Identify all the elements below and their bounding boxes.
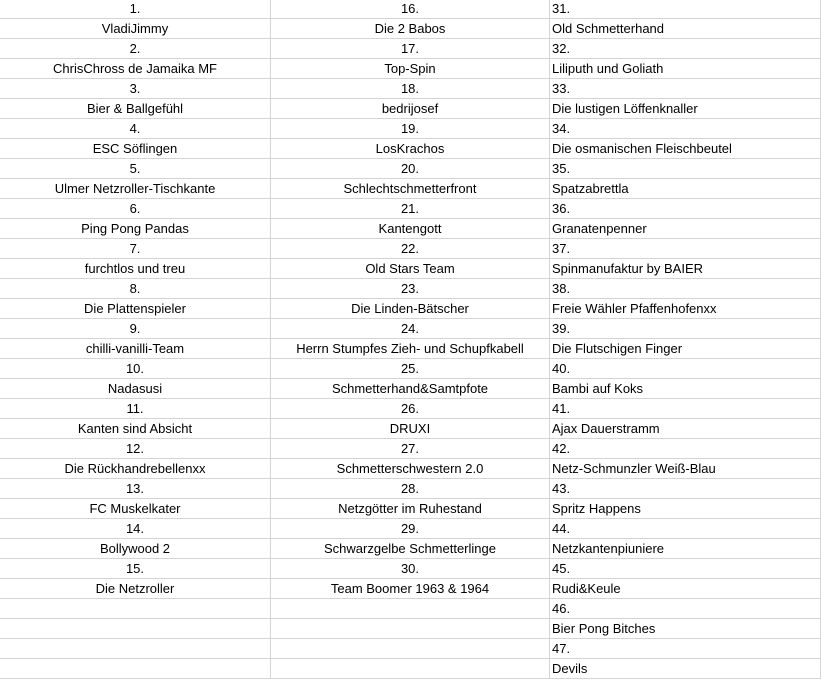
spreadsheet-cell[interactable]: DRUXI bbox=[271, 419, 550, 439]
spreadsheet-cell[interactable]: FC Muskelkater bbox=[0, 499, 271, 519]
spreadsheet-cell[interactable]: Kantengott bbox=[271, 219, 550, 239]
spreadsheet-cell[interactable]: Kanten sind Absicht bbox=[0, 419, 271, 439]
spreadsheet-cell[interactable]: 24. bbox=[271, 319, 550, 339]
spreadsheet-cell[interactable]: 21. bbox=[271, 199, 550, 219]
spreadsheet-cell[interactable]: 8. bbox=[0, 279, 271, 299]
spreadsheet-cell[interactable]: Old Stars Team bbox=[271, 259, 550, 279]
spreadsheet-cell[interactable]: 18. bbox=[271, 79, 550, 99]
spreadsheet-cell[interactable]: 34. bbox=[550, 119, 821, 139]
spreadsheet-cell[interactable]: Netzgötter im Ruhestand bbox=[271, 499, 550, 519]
spreadsheet-cell[interactable]: Bambi auf Koks bbox=[550, 379, 821, 399]
spreadsheet-cell[interactable]: Netzkantenpiuniere bbox=[550, 539, 821, 559]
spreadsheet-cell[interactable]: VladiJimmy bbox=[0, 19, 271, 39]
spreadsheet-cell[interactable]: Spritz Happens bbox=[550, 499, 821, 519]
spreadsheet-cell[interactable]: 40. bbox=[550, 359, 821, 379]
spreadsheet-cell[interactable]: 42. bbox=[550, 439, 821, 459]
spreadsheet-cell[interactable]: 25. bbox=[271, 359, 550, 379]
spreadsheet-cell[interactable]: Spinmanufaktur by BAIER bbox=[550, 259, 821, 279]
spreadsheet-cell[interactable]: Old Schmetterhand bbox=[550, 19, 821, 39]
spreadsheet-cell[interactable]: 33. bbox=[550, 79, 821, 99]
spreadsheet-cell[interactable]: 35. bbox=[550, 159, 821, 179]
spreadsheet-cell[interactable]: Schmetterschwestern 2.0 bbox=[271, 459, 550, 479]
spreadsheet-cell[interactable]: Team Boomer 1963 & 1964 bbox=[271, 579, 550, 599]
spreadsheet-cell[interactable]: Die Linden-Bätscher bbox=[271, 299, 550, 319]
spreadsheet-cell[interactable]: Nadasusi bbox=[0, 379, 271, 399]
spreadsheet-cell[interactable]: Die Netzroller bbox=[0, 579, 271, 599]
spreadsheet-cell[interactable]: Die Rückhandrebellenxx bbox=[0, 459, 271, 479]
spreadsheet-cell[interactable]: Die osmanischen Fleischbeutel bbox=[550, 139, 821, 159]
spreadsheet-cell[interactable]: Rudi&Keule bbox=[550, 579, 821, 599]
spreadsheet-cell[interactable] bbox=[271, 659, 550, 679]
spreadsheet-cell[interactable]: 4. bbox=[0, 119, 271, 139]
spreadsheet-cell[interactable] bbox=[0, 599, 271, 619]
spreadsheet-cell[interactable]: furchtlos und treu bbox=[0, 259, 271, 279]
spreadsheet-cell[interactable]: 3. bbox=[0, 79, 271, 99]
spreadsheet-cell[interactable]: 28. bbox=[271, 479, 550, 499]
spreadsheet-cell[interactable]: Bier Pong Bitches bbox=[550, 619, 821, 639]
spreadsheet-cell[interactable]: ESC Söflingen bbox=[0, 139, 271, 159]
spreadsheet-cell[interactable] bbox=[0, 659, 271, 679]
spreadsheet-cell[interactable]: 45. bbox=[550, 559, 821, 579]
spreadsheet-cell[interactable]: 36. bbox=[550, 199, 821, 219]
spreadsheet-cell[interactable]: 31. bbox=[550, 0, 821, 19]
spreadsheet-cell[interactable]: 1. bbox=[0, 0, 271, 19]
spreadsheet-cell[interactable]: 41. bbox=[550, 399, 821, 419]
spreadsheet-cell[interactable]: Bier & Ballgefühl bbox=[0, 99, 271, 119]
spreadsheet-cell[interactable]: 44. bbox=[550, 519, 821, 539]
spreadsheet-cell[interactable]: 10. bbox=[0, 359, 271, 379]
spreadsheet-cell[interactable]: Bollywood 2 bbox=[0, 539, 271, 559]
spreadsheet-cell[interactable]: 22. bbox=[271, 239, 550, 259]
spreadsheet-cell[interactable]: 13. bbox=[0, 479, 271, 499]
spreadsheet-cell[interactable]: 20. bbox=[271, 159, 550, 179]
spreadsheet-cell[interactable]: Schmetterhand&Samtpfote bbox=[271, 379, 550, 399]
spreadsheet-cell[interactable]: Netz-Schmunzler Weiß-Blau bbox=[550, 459, 821, 479]
spreadsheet-cell[interactable] bbox=[271, 619, 550, 639]
spreadsheet-cell[interactable]: 43. bbox=[550, 479, 821, 499]
spreadsheet-cell[interactable]: 15. bbox=[0, 559, 271, 579]
spreadsheet-cell[interactable]: 26. bbox=[271, 399, 550, 419]
spreadsheet-cell[interactable] bbox=[0, 639, 271, 659]
spreadsheet-cell[interactable] bbox=[271, 639, 550, 659]
spreadsheet-cell[interactable]: Schwarzgelbe Schmetterlinge bbox=[271, 539, 550, 559]
spreadsheet-cell[interactable]: 9. bbox=[0, 319, 271, 339]
spreadsheet-cell[interactable] bbox=[0, 619, 271, 639]
spreadsheet-cell[interactable]: Herrn Stumpfes Zieh- und Schupfkabell bbox=[271, 339, 550, 359]
spreadsheet-cell[interactable]: 39. bbox=[550, 319, 821, 339]
spreadsheet-cell[interactable]: Granatenpenner bbox=[550, 219, 821, 239]
spreadsheet-cell[interactable]: ChrisChross de Jamaika MF bbox=[0, 59, 271, 79]
spreadsheet-cell[interactable]: Freie Wähler Pfaffenhofenxx bbox=[550, 299, 821, 319]
spreadsheet-cell[interactable]: 32. bbox=[550, 39, 821, 59]
spreadsheet-cell[interactable]: Devils bbox=[550, 659, 821, 679]
spreadsheet-cell[interactable]: Liliputh und Goliath bbox=[550, 59, 821, 79]
spreadsheet-cell[interactable]: 11. bbox=[0, 399, 271, 419]
spreadsheet-cell[interactable]: 47. bbox=[550, 639, 821, 659]
spreadsheet-cell[interactable]: 37. bbox=[550, 239, 821, 259]
spreadsheet-cell[interactable]: Die Plattenspieler bbox=[0, 299, 271, 319]
spreadsheet-cell[interactable]: 5. bbox=[0, 159, 271, 179]
spreadsheet-cell[interactable]: Ping Pong Pandas bbox=[0, 219, 271, 239]
spreadsheet-cell[interactable]: 17. bbox=[271, 39, 550, 59]
spreadsheet-cell[interactable]: 29. bbox=[271, 519, 550, 539]
spreadsheet-cell[interactable]: 30. bbox=[271, 559, 550, 579]
spreadsheet-cell[interactable]: Spatzabrettla bbox=[550, 179, 821, 199]
spreadsheet-cell[interactable]: bedrijosef bbox=[271, 99, 550, 119]
spreadsheet-cell[interactable]: 12. bbox=[0, 439, 271, 459]
spreadsheet-cell[interactable]: 38. bbox=[550, 279, 821, 299]
spreadsheet-cell[interactable]: 46. bbox=[550, 599, 821, 619]
spreadsheet-cell[interactable]: 23. bbox=[271, 279, 550, 299]
spreadsheet-cell[interactable]: 7. bbox=[0, 239, 271, 259]
spreadsheet-cell[interactable]: LosKrachos bbox=[271, 139, 550, 159]
spreadsheet-cell[interactable]: Die Flutschigen Finger bbox=[550, 339, 821, 359]
spreadsheet-cell[interactable]: 16. bbox=[271, 0, 550, 19]
spreadsheet-cell[interactable]: Top-Spin bbox=[271, 59, 550, 79]
spreadsheet-cell[interactable]: Ajax Dauerstramm bbox=[550, 419, 821, 439]
spreadsheet-cell[interactable] bbox=[271, 599, 550, 619]
spreadsheet-cell[interactable]: Die lustigen Löffenknaller bbox=[550, 99, 821, 119]
spreadsheet-cell[interactable]: Die 2 Babos bbox=[271, 19, 550, 39]
spreadsheet-cell[interactable]: 27. bbox=[271, 439, 550, 459]
spreadsheet-cell[interactable]: 2. bbox=[0, 39, 271, 59]
spreadsheet-cell[interactable]: Ulmer Netzroller-Tischkante bbox=[0, 179, 271, 199]
spreadsheet-cell[interactable]: chilli-vanilli-Team bbox=[0, 339, 271, 359]
spreadsheet-cell[interactable]: 14. bbox=[0, 519, 271, 539]
spreadsheet-cell[interactable]: 19. bbox=[271, 119, 550, 139]
spreadsheet-cell[interactable]: 6. bbox=[0, 199, 271, 219]
spreadsheet-cell[interactable]: Schlechtschmetterfront bbox=[271, 179, 550, 199]
